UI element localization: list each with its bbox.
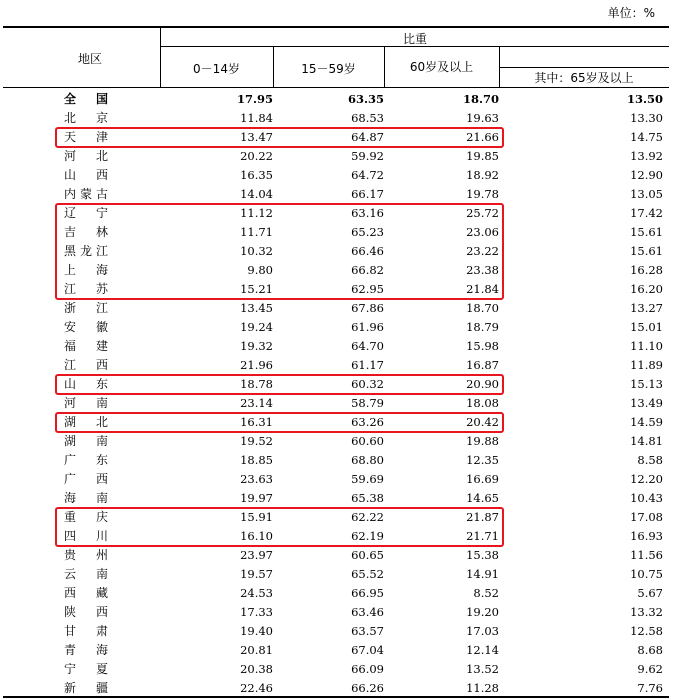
value-0-14: 13.47 bbox=[240, 130, 273, 144]
value-15-59: 65.52 bbox=[351, 567, 384, 581]
table-row bbox=[0, 166, 673, 185]
region-name: 辽宁 bbox=[64, 206, 108, 220]
value-65plus: 16.93 bbox=[630, 529, 663, 543]
table-row bbox=[0, 546, 673, 565]
table-row bbox=[0, 565, 673, 584]
table-row bbox=[0, 90, 673, 109]
region-name: 云南 bbox=[64, 567, 108, 581]
value-0-14: 23.14 bbox=[240, 396, 273, 410]
table-row bbox=[0, 489, 673, 508]
value-60plus: 21.71 bbox=[466, 529, 499, 543]
value-15-59: 67.86 bbox=[351, 301, 384, 315]
value-15-59: 62.19 bbox=[351, 529, 384, 543]
value-60plus: 14.91 bbox=[466, 567, 499, 581]
value-65plus: 13.30 bbox=[630, 111, 663, 125]
value-60plus: 23.06 bbox=[466, 225, 499, 239]
value-65plus: 16.28 bbox=[630, 263, 663, 277]
region-name: 北京 bbox=[64, 111, 108, 125]
value-60plus: 18.92 bbox=[466, 168, 499, 182]
value-65plus: 14.81 bbox=[630, 434, 663, 448]
highlight-box bbox=[55, 203, 504, 300]
highlight-box bbox=[55, 507, 504, 547]
value-0-14: 18.85 bbox=[240, 453, 273, 467]
value-0-14: 11.84 bbox=[240, 111, 273, 125]
value-15-59: 60.65 bbox=[351, 548, 384, 562]
value-60plus: 19.78 bbox=[466, 187, 499, 201]
region-name: 新疆 bbox=[64, 681, 108, 695]
value-60plus: 18.70 bbox=[466, 301, 499, 315]
value-15-59: 63.46 bbox=[351, 605, 384, 619]
table-row bbox=[0, 394, 673, 413]
table-row bbox=[0, 337, 673, 356]
table-row bbox=[0, 622, 673, 641]
value-65plus: 15.01 bbox=[630, 320, 663, 334]
region-name: 重庆 bbox=[64, 510, 108, 524]
value-60plus: 23.22 bbox=[466, 244, 499, 258]
value-65plus: 12.58 bbox=[630, 624, 663, 638]
region-name: 山东 bbox=[64, 377, 108, 391]
value-0-14: 19.24 bbox=[240, 320, 273, 334]
value-15-59: 64.70 bbox=[351, 339, 384, 353]
value-65plus: 15.61 bbox=[630, 244, 663, 258]
value-65plus: 11.56 bbox=[630, 548, 663, 562]
value-65plus: 5.67 bbox=[637, 586, 663, 600]
value-0-14: 19.52 bbox=[240, 434, 273, 448]
value-60plus: 21.66 bbox=[466, 130, 499, 144]
value-0-14: 18.78 bbox=[240, 377, 273, 391]
value-15-59: 63.57 bbox=[351, 624, 384, 638]
value-0-14: 11.12 bbox=[240, 206, 273, 220]
value-0-14: 19.97 bbox=[240, 491, 273, 505]
value-65plus: 9.62 bbox=[637, 662, 663, 676]
value-0-14: 10.32 bbox=[240, 244, 273, 258]
value-60plus: 15.38 bbox=[466, 548, 499, 562]
table-row bbox=[0, 432, 673, 451]
region-name: 海南 bbox=[64, 491, 108, 505]
table-row bbox=[0, 451, 673, 470]
value-15-59: 64.87 bbox=[351, 130, 384, 144]
value-15-59: 66.26 bbox=[351, 681, 384, 695]
value-15-59: 65.23 bbox=[351, 225, 384, 239]
table-row bbox=[0, 470, 673, 489]
highlight-box bbox=[55, 127, 504, 148]
value-60plus: 23.38 bbox=[466, 263, 499, 277]
value-0-14: 19.57 bbox=[240, 567, 273, 581]
value-65plus: 12.20 bbox=[630, 472, 663, 486]
value-60plus: 21.84 bbox=[466, 282, 499, 296]
region-name: 浙江 bbox=[64, 301, 108, 315]
value-15-59: 66.09 bbox=[351, 662, 384, 676]
value-0-14: 15.21 bbox=[240, 282, 273, 296]
value-0-14: 16.31 bbox=[240, 415, 273, 429]
value-65plus: 8.58 bbox=[637, 453, 663, 467]
value-65plus: 13.49 bbox=[630, 396, 663, 410]
value-65plus: 13.92 bbox=[630, 149, 663, 163]
value-65plus: 15.13 bbox=[630, 377, 663, 391]
value-60plus: 18.70 bbox=[462, 92, 499, 106]
header-age-0-14: 0－14岁 bbox=[193, 62, 240, 76]
value-15-59: 60.60 bbox=[351, 434, 384, 448]
value-60plus: 19.20 bbox=[466, 605, 499, 619]
value-15-59: 66.46 bbox=[351, 244, 384, 258]
region-name: 甘肃 bbox=[64, 624, 108, 638]
value-60plus: 17.03 bbox=[466, 624, 499, 638]
value-60plus: 20.90 bbox=[466, 377, 499, 391]
value-0-14: 9.80 bbox=[247, 263, 273, 277]
region-name: 上海 bbox=[64, 263, 108, 277]
value-65plus: 11.10 bbox=[630, 339, 663, 353]
value-60plus: 19.63 bbox=[466, 111, 499, 125]
value-15-59: 62.95 bbox=[351, 282, 384, 296]
header-bottom-rule bbox=[3, 87, 669, 88]
region-name: 陕西 bbox=[64, 605, 108, 619]
value-0-14: 22.46 bbox=[240, 681, 273, 695]
header-group: 比重 bbox=[402, 32, 427, 46]
value-60plus: 19.88 bbox=[466, 434, 499, 448]
region-name: 河南 bbox=[64, 396, 108, 410]
region-name: 河北 bbox=[64, 149, 108, 163]
value-60plus: 13.52 bbox=[466, 662, 499, 676]
value-0-14: 21.96 bbox=[240, 358, 273, 372]
region-name: 福建 bbox=[64, 339, 108, 353]
value-60plus: 18.08 bbox=[466, 396, 499, 410]
value-65plus: 7.76 bbox=[637, 681, 663, 695]
value-15-59: 68.53 bbox=[351, 111, 384, 125]
value-60plus: 16.87 bbox=[466, 358, 499, 372]
value-15-59: 59.92 bbox=[351, 149, 384, 163]
region-name: 湖南 bbox=[64, 434, 108, 448]
highlight-box bbox=[55, 412, 504, 433]
region-name: 山西 bbox=[64, 168, 108, 182]
value-15-59: 60.32 bbox=[351, 377, 384, 391]
region-name: 天津 bbox=[64, 130, 108, 144]
value-0-14: 11.71 bbox=[240, 225, 273, 239]
header-age-60plus: 60岁及以上 bbox=[409, 60, 474, 74]
table-row bbox=[0, 679, 673, 698]
value-60plus: 16.69 bbox=[466, 472, 499, 486]
value-0-14: 17.95 bbox=[236, 92, 273, 106]
value-65plus: 13.32 bbox=[630, 605, 663, 619]
value-15-59: 61.17 bbox=[351, 358, 384, 372]
unit-label: 单位：% bbox=[607, 6, 655, 20]
value-0-14: 16.35 bbox=[240, 168, 273, 182]
table-row bbox=[0, 641, 673, 660]
table-row bbox=[0, 147, 673, 166]
value-15-59: 65.38 bbox=[351, 491, 384, 505]
region-name: 宁夏 bbox=[64, 662, 108, 676]
value-65plus: 14.59 bbox=[630, 415, 663, 429]
region-name: 全国 bbox=[64, 92, 108, 106]
value-60plus: 15.98 bbox=[466, 339, 499, 353]
value-0-14: 16.10 bbox=[240, 529, 273, 543]
value-65plus: 11.89 bbox=[630, 358, 663, 372]
value-0-14: 23.63 bbox=[240, 472, 273, 486]
region-name: 湖北 bbox=[64, 415, 108, 429]
table-row bbox=[0, 318, 673, 337]
table-row bbox=[0, 603, 673, 622]
value-65plus: 10.75 bbox=[630, 567, 663, 581]
value-15-59: 58.79 bbox=[351, 396, 384, 410]
value-65plus: 15.61 bbox=[630, 225, 663, 239]
region-name: 广东 bbox=[64, 453, 108, 467]
value-15-59: 63.26 bbox=[351, 415, 384, 429]
value-15-59: 66.82 bbox=[351, 263, 384, 277]
value-15-59: 68.80 bbox=[351, 453, 384, 467]
value-65plus: 12.90 bbox=[630, 168, 663, 182]
value-60plus: 19.85 bbox=[466, 149, 499, 163]
value-65plus: 10.43 bbox=[630, 491, 663, 505]
header-age-65plus: 其中：65岁及以上 bbox=[534, 71, 634, 85]
region-name: 四川 bbox=[64, 529, 108, 543]
region-name: 黑龙江 bbox=[64, 244, 108, 258]
value-0-14: 23.97 bbox=[240, 548, 273, 562]
value-15-59: 64.72 bbox=[351, 168, 384, 182]
value-65plus: 17.08 bbox=[630, 510, 663, 524]
value-60plus: 20.42 bbox=[466, 415, 499, 429]
region-name: 贵州 bbox=[64, 548, 108, 562]
value-15-59: 59.69 bbox=[351, 472, 384, 486]
value-0-14: 20.38 bbox=[240, 662, 273, 676]
highlight-box bbox=[55, 374, 504, 395]
region-name: 吉林 bbox=[64, 225, 108, 239]
value-15-59: 63.16 bbox=[351, 206, 384, 220]
value-15-59: 62.22 bbox=[351, 510, 384, 524]
value-60plus: 12.14 bbox=[466, 643, 499, 657]
value-15-59: 67.04 bbox=[351, 643, 384, 657]
table-row bbox=[0, 660, 673, 679]
value-60plus: 25.72 bbox=[466, 206, 499, 220]
value-65plus: 13.27 bbox=[630, 301, 663, 315]
value-15-59: 66.95 bbox=[351, 586, 384, 600]
region-name: 江西 bbox=[64, 358, 108, 372]
top-rule bbox=[3, 26, 669, 28]
region-name: 安徽 bbox=[64, 320, 108, 334]
region-name: 江苏 bbox=[64, 282, 108, 296]
header-age-15-59: 15－59岁 bbox=[301, 62, 356, 76]
table-row bbox=[0, 584, 673, 603]
value-15-59: 66.17 bbox=[351, 187, 384, 201]
value-0-14: 15.91 bbox=[240, 510, 273, 524]
value-60plus: 12.35 bbox=[466, 453, 499, 467]
value-60plus: 11.28 bbox=[466, 681, 499, 695]
table-row bbox=[0, 109, 673, 128]
region-name: 内蒙古 bbox=[64, 187, 108, 201]
value-60plus: 8.52 bbox=[473, 586, 499, 600]
sub-underline bbox=[499, 67, 669, 68]
value-0-14: 20.22 bbox=[240, 149, 273, 163]
value-0-14: 13.45 bbox=[240, 301, 273, 315]
value-60plus: 14.65 bbox=[466, 491, 499, 505]
value-65plus: 14.75 bbox=[630, 130, 663, 144]
value-60plus: 21.87 bbox=[466, 510, 499, 524]
header-region: 地区 bbox=[77, 52, 102, 66]
value-15-59: 61.96 bbox=[351, 320, 384, 334]
value-65plus: 8.68 bbox=[637, 643, 663, 657]
table-row bbox=[0, 299, 673, 318]
value-0-14: 14.04 bbox=[240, 187, 273, 201]
value-0-14: 19.40 bbox=[240, 624, 273, 638]
region-name: 广西 bbox=[64, 472, 108, 486]
region-name: 西藏 bbox=[64, 586, 108, 600]
value-65plus: 17.42 bbox=[630, 206, 663, 220]
value-0-14: 24.53 bbox=[240, 586, 273, 600]
value-60plus: 18.79 bbox=[466, 320, 499, 334]
value-0-14: 17.33 bbox=[240, 605, 273, 619]
value-65plus: 13.05 bbox=[630, 187, 663, 201]
table-row bbox=[0, 185, 673, 204]
header-divider bbox=[160, 27, 161, 88]
table-row bbox=[0, 356, 673, 375]
value-65plus: 16.20 bbox=[630, 282, 663, 296]
value-15-59: 63.35 bbox=[347, 92, 384, 106]
value-0-14: 19.32 bbox=[240, 339, 273, 353]
value-0-14: 20.81 bbox=[240, 643, 273, 657]
value-65plus: 13.50 bbox=[626, 92, 663, 106]
region-name: 青海 bbox=[64, 643, 108, 657]
